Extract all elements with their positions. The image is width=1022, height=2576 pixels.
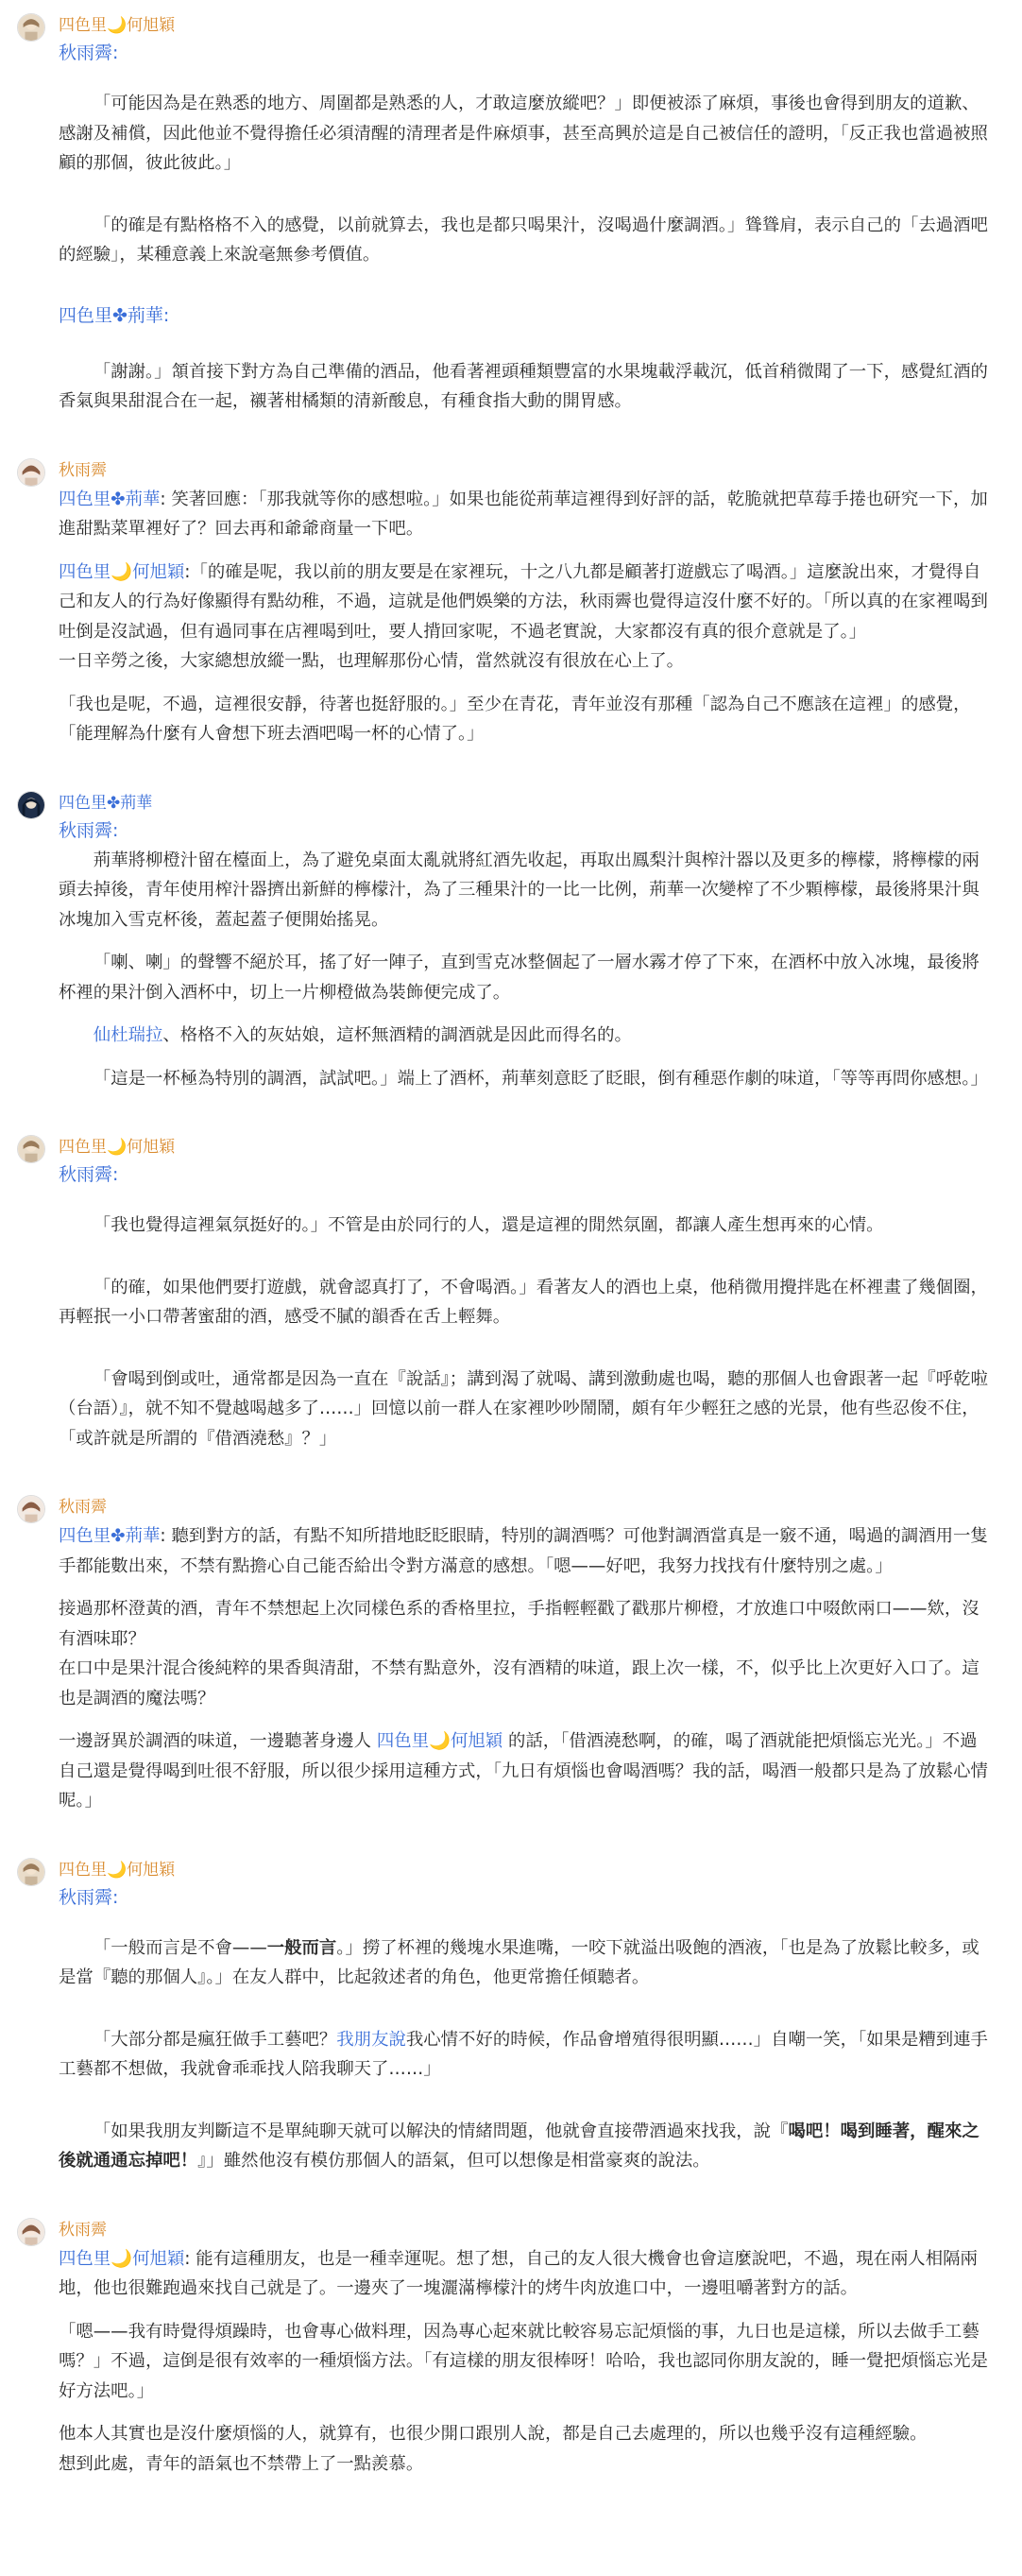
avatar[interactable] [17, 458, 45, 487]
avatar[interactable] [17, 791, 45, 819]
post-paragraph: 「的確，如果他們要打遊戲，就會認真打了，不會喝酒。」看著友人的酒也上桌，他稍微用攪拌匙在杯裡畫了幾個圈，再輕抿一小口帶著蜜甜的酒，感受不膩的韻香在舌上輕舞。 [59, 1277, 988, 1327]
reply-to[interactable]: 秋雨霽: [59, 43, 119, 63]
post-paragraph: 四色里✤荊華: 笑著回應：「那我就等你的感想啦。」如果也能從荊華這裡得到好評的話，乾脆就把草莓手捲也研究一下，加進甜點菜單裡好了？回去再和爺爺商量一下吧。 [59, 489, 988, 539]
post-paragraph: 一日辛勞之後，大家總想放縱一點，也理解那份心情，當然就沒有很放在心上了。 [59, 651, 685, 671]
reply-to[interactable]: 秋雨霽: [59, 1886, 119, 1908]
post-paragraph: 他本人其實也是沒什麼煩惱的人，就算有，也很少開口跟別人說，都是自己去處理的，所以也幾乎沒有這種經驗。 [59, 2424, 928, 2444]
reply-to[interactable]: 秋雨霽: [59, 819, 119, 841]
reply-to[interactable]: 秋雨霽: [59, 1164, 119, 1185]
post-paragraph: 「一般而言是不會——一般而言。」撈了杯裡的幾塊水果進嘴，一咬下就溢出吸飽的酒液，「也是為了放鬆比較多，或是當『聽的那個人』。」在友人群中，比起敘述者的角色，他更常擔任傾聽者。 [59, 1937, 979, 1987]
avatar[interactable] [17, 1495, 45, 1523]
post [13, 11, 992, 417]
post-paragraph: 「我也是呢，不過，這裡很安靜，待著也挺舒服的。」至少在青花，青年並沒有那種「認為自己不應該在這裡」的感覺，「能理解為什麼有人會想下班去酒吧喝一杯的心情了。」 [59, 694, 971, 744]
post [13, 1493, 992, 1816]
post-paragraph: 「這是一杯極為特別的調酒，試試吧。」端上了酒杯，荊華刻意眨了眨眼，倒有種惡作劇的味道，「等等再問你感想。」 [93, 1068, 988, 1089]
avatar[interactable] [17, 1858, 45, 1886]
post-paragraph: 「可能因為是在熟悉的地方、周圍都是熟悉的人，才敢這麼放縱吧？」即便被添了麻煩，事後也會得到朋友的道歉、感謝及補償，因此他並不覺得擔任必須清醒的清理者是件麻煩事，甚至高興於這是自己被信任的證明，「反正我也當過被照顧的那個，彼此彼此。」 [59, 94, 988, 173]
avatar[interactable] [17, 1135, 45, 1163]
post-paragraph: 四色里🌙何旭穎:「的確是呢，我以前的朋友要是在家裡玩，十之八九都是顧著打遊戲忘了喝酒。」這麼說出來，才覺得自己和友人的行為好像顯得有點幼稚，不過，這就是他們娛樂的方法，秋雨霽也覺得這沒什麼不好的。「所以真的在家裡喝到吐倒是沒試過，但有過同事在店裡喝到吐，要人揹回家呢，不過老實說，大家都沒有真的很介意就是了。」 [59, 561, 988, 642]
post [13, 2216, 992, 2480]
author-name[interactable]: 秋雨霽 [59, 460, 107, 480]
post-paragraph: 「的確是有點格格不入的感覺，以前就算去，我也是都只喝果汁，沒喝過什麼調酒。」聳聳肩，表示自己的「去過酒吧的經驗」，某種意義上來說毫無參考價值。 [59, 215, 988, 265]
term-link[interactable]: 仙杜瑞拉 [93, 1025, 163, 1045]
post [13, 1856, 992, 2176]
mention-link[interactable]: 四色里✤荊華 [59, 489, 161, 509]
post-paragraph: 一邊訝異於調酒的味道，一邊聽著身邊人 四色里🌙何旭穎 的話，「借酒澆愁啊，的確，喝了酒就能把煩惱忘光光。」不過自己還是覺得喝到吐很不舒服，所以很少採用這種方式，「九日有煩惱也會喝酒嗎？我的話，喝酒一般都只是為了放鬆心情呢。」 [59, 1731, 988, 1811]
post-paragraph: 「喇、喇」的聲響不絕於耳，搖了好一陣子，直到雪克冰整個起了一層水霧才停了下來，在酒杯中放入冰塊，最後將杯裡的果汁倒入酒杯中，切上一片柳橙做為裝飾便完成了。 [59, 953, 979, 1003]
post-paragraph: 「謝謝。」頷首接下對方為自己準備的酒品，他看著裡頭種類豐富的水果塊載浮載沉，低首稍微聞了一下，感覺紅酒的香氣與果甜混合在一起，襯著柑橘類的清新酸息，有種食指大動的開胃感。 [59, 361, 988, 411]
author-name[interactable]: 四色里🌙何旭穎 [59, 16, 176, 35]
post-paragraph: 接過那杯澄黃的酒，青年不禁想起上次同樣色系的香格里拉，手指輕輕戳了戳那片柳橙，才放進口中啜飲兩口——欸，沒有酒味耶？ [59, 1599, 979, 1649]
post [13, 456, 992, 749]
mention-link[interactable]: 四色里🌙何旭穎 [376, 1731, 503, 1751]
author-name[interactable]: 四色里🌙何旭穎 [59, 1860, 176, 1880]
post [13, 789, 992, 1094]
author-name[interactable]: 四色里🌙何旭穎 [59, 1138, 176, 1157]
post-paragraph: 「我也覺得這裡氣氛挺好的。」不管是由於同行的人，還是這裡的閒然氛圍，都讓人產生想再來的心情。 [93, 1215, 884, 1235]
post-paragraph: 在口中是果汁混合後純粹的果香與清甜，不禁有點意外，沒有酒精的味道，跟上次一樣，不，似乎比上次更好入口了。這也是調酒的魔法嗎？ [59, 1658, 979, 1709]
avatar[interactable] [17, 13, 45, 42]
post-paragraph: 四色里✤荊華: 聽到對方的話，有點不知所措地眨眨眼睛，特別的調酒嗎？可他對調酒當真是一竅不通，喝過的調酒用一隻手都能數出來，不禁有點擔心自己能否給出令對方滿意的感想。「嗯——好吧，我努力找找有什麼特別之處。」 [59, 1526, 988, 1576]
post-paragraph: 荊華將柳橙汁留在檯面上，為了避免桌面太亂就將紅酒先收起，再取出鳳梨汁與榨汁器以及更多的檸檬，將檸檬的兩頭去掉後，青年使用榨汁器擠出新鮮的檸檬汁，為了三種果汁的一比一比例，荊華一次變榨了不少顆檸檬，最後將果汁與冰塊加入雪克杯後，蓋起蓋子便開始搖晃。 [59, 850, 979, 930]
post-paragraph: 「會喝到倒或吐，通常都是因為一直在『說話』；講到渴了就喝、講到激動處也喝，聽的那個人也會跟著一起『呼乾啦（台語）』，就不知不覺越喝越多了……」回憶以前一群人在家裡吵吵鬧鬧，頗有年少輕狂之感的光景，他有些忍俊不住，「或許就是所謂的『借酒澆愁』？」 [59, 1368, 988, 1449]
post-paragraph: 「大部分都是瘋狂做手工藝吧？我朋友說我心情不好的時候，作品會增殖得很明顯……」自嘲一笑，「如果是糟到連手工藝都不想做，我就會乖乖找人陪我聊天了……」 [59, 2029, 988, 2079]
reply-to[interactable]: 四色里✤荊華: [59, 304, 170, 326]
avatar[interactable] [17, 2218, 45, 2246]
mention-link[interactable]: 四色里🌙何旭穎 [59, 561, 185, 582]
post-paragraph: 「如果我朋友判斷這不是單純聊天就可以解決的情緒問題，他就會直接帶酒過來找我，說『喝吧！喝到睡著，醒來之後就通通忘掉吧！』」雖然他沒有模仿那個人的語氣，但可以想像是相當豪爽的說法。 [59, 2121, 979, 2171]
post-paragraph: 想到此處，青年的語氣也不禁帶上了一點羨慕。 [59, 2453, 424, 2474]
term-link[interactable]: 我朋友說 [336, 2029, 406, 2050]
author-name[interactable]: 秋雨霽 [59, 1498, 107, 1517]
mention-link[interactable]: 四色里🌙何旭穎 [59, 2248, 185, 2269]
post [13, 1133, 992, 1453]
author-name[interactable]: 秋雨霽 [59, 2220, 107, 2240]
post-paragraph: 四色里🌙何旭穎: 能有這種朋友，也是一種幸運呢。想了想，自己的友人很大機會也會這麼說吧，不過，現在兩人相隔兩地，他也很難跑過來找自己就是了。一邊夾了一塊灑滿檸檬汁的烤牛肉放進口中，一邊咀嚼著對方的話。 [59, 2248, 978, 2298]
post-paragraph: 「嗯——我有時覺得煩躁時，也會專心做料理，因為專心起來就比較容易忘記煩惱的事，九日也是這樣，所以去做手工藝嗎？」不過，這倒是很有效率的一種煩惱方法。「有這樣的朋友很棒呀！哈哈，我也認同你朋友說的，睡一覺把煩惱忘光是好方法吧。」 [59, 2321, 988, 2401]
author-name[interactable]: 四色里✤荊華 [59, 793, 153, 813]
post-paragraph: 仙杜瑞拉、格格不入的灰姑娘，這杯無酒精的調酒就是因此而得名的。 [93, 1025, 632, 1045]
mention-link[interactable]: 四色里✤荊華 [59, 1526, 161, 1546]
